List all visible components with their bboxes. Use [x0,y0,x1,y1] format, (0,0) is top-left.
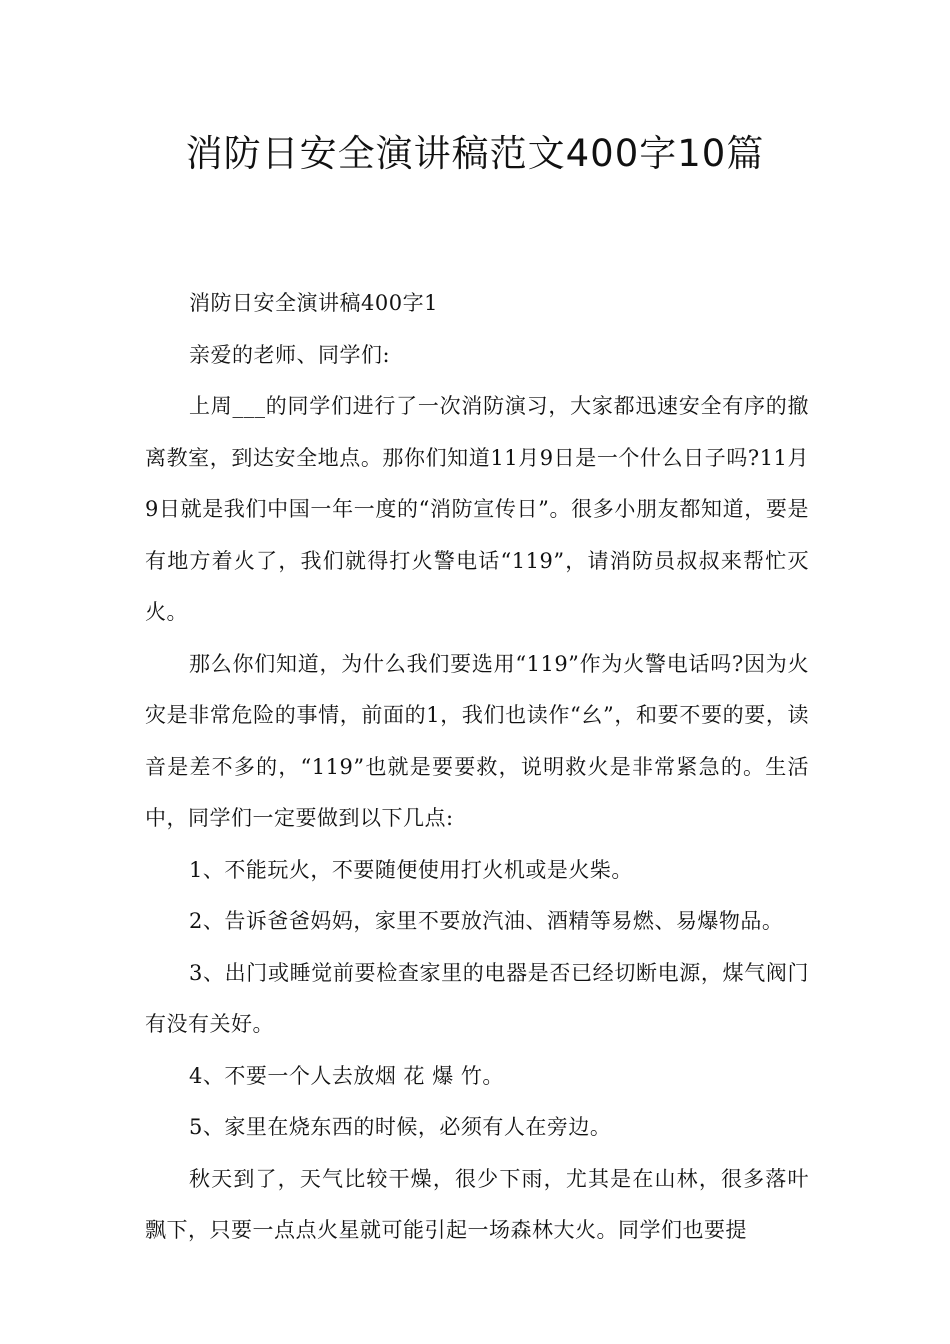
greeting-paragraph: 亲爱的老师、同学们: [189,342,391,367]
list-item: 5、家里在烧东西的时候，必须有人在旁边。 [189,1115,612,1139]
list-item: 4、不要一个人去放烟 花 爆 竹。 [189,1063,504,1088]
body-paragraph: 秋天到了，天气比较干燥，很少下雨，尤其是在山林，很多落叶飘下，只要一点点火星就可能引起一场森林大火。同学们也要提 [145,1166,809,1242]
body-paragraph: 那么你们知道，为什么我们要选用“119”作为火警电话吗?因为火灾是非常危险的事情，前面的1，我们也读作“幺”，和要不要的要，读音是差不多的，“119”也就是要要救，说明救火是非常紧急的。生活中，同学们一定要做到以下几点: [145,651,809,830]
section-heading: 消防日安全演讲稿400字1 [189,291,438,315]
document-body [145,278,809,1257]
document-title: 消防日安全演讲稿范文400字10篇 [185,132,765,175]
list-item: 2、告诉爸爸妈妈，家里不要放汽油、酒精等易燃、易爆物品。 [189,909,784,933]
list-item: 3、出门或睡觉前要检查家里的电器是否已经切断电源，煤气阀门有没有关好。 [145,960,809,1036]
list-item: 1、不能玩火，不要随便使用打火机或是火柴。 [189,857,633,882]
body-paragraph: 上周___的同学们进行了一次消防演习，大家都迅速安全有序的撤离教室，到达安全地点。那你们知道11月9日是一个什么日子吗?11月9日就是我们中国一年一度的“消防宣传日”。很多小朋友都知道，要是有地方着火了，我们就得打火警电话“119”，请消防员叔叔来帮忙灭火。 [145,394,809,624]
